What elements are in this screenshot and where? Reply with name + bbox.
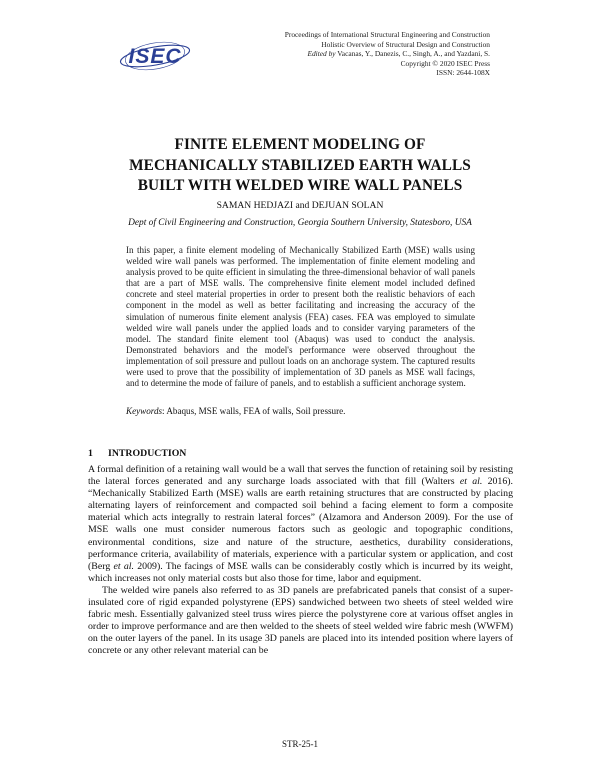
title-line-1: FINITE ELEMENT MODELING OF (174, 136, 426, 153)
isec-logo (118, 38, 192, 74)
conference-header (190, 30, 490, 78)
keywords-list: : Abaqus, MSE walls, FEA of walls, Soil pressure. (162, 406, 346, 416)
paragraph-1-part-c: 2016). “Mechanically Stabilized Earth (MSE) walls are earth retaining structures that are constructed by placing alternating layers of reinforcement and compacted soil behind a facing element to form a composite material which acts integrally to restrain lateral forces” (Alzamora and Anderson 2009). For the use of MSE walls one must consider numerous factors such as geologic and topographic conditions, environmental conditions, size and nature of the structure, aesthetics, durability considerations, performance criteria, availability of materials, experience with a particular system or application, and cost (Berg (88, 476, 513, 572)
section-title: INTRODUCTION (108, 448, 187, 459)
keywords-label: Keywords (126, 406, 163, 416)
section-heading (88, 448, 186, 459)
page-number: STR-25-1 (282, 739, 318, 749)
authors: SAMAN HEDJAZI and DEJUAN SOLAN (216, 200, 384, 211)
keywords (126, 406, 475, 416)
affiliation: Dept of Civil Engineering and Construction, Georgia Southern University, Statesboro, USA (128, 218, 472, 228)
paper-title (80, 135, 520, 197)
abstract: In this paper, a finite element modeling of Mechanically Stabilized Earth (MSE) walls using welded wire wall panels was performed. The implementation of finite element modeling and analysis proved to be quite efficient in simulating the three-dimensional behavior of wall panels that are a part of MSE walls. The comprehensive finite element model included defined concrete and steel material properties in order to present both the realistic behaviors of each component in the model as well as better facilitating and increasing the accuracy of the simulation of numerous finite element analysis (FEA) cases. FEA was employed to simulate welded wire wall panels under the applied loads and to consider varying parameters of the model. The standard finite element tool (Abaqus) was used to conduct the analysis. Demonstrated behaviors and the model's performance were observed throughout the implementation of soil pressure and pullout loads on an anchorage system. The captured results were used to prove that the possibility of implementation of 3D panels as MSE wall facings, and to determine the mode of failure of panels, and to establish a sufficient anchorage system. (126, 245, 475, 389)
editors-list: Vacanas, Y., Danezis, C., Singh, A., and Yazdani, S. (335, 49, 490, 59)
title-line-2: MECHANICALLY STABILIZED EARTH WALLS (129, 156, 471, 174)
paragraph-1-et-al-2: et al. (113, 560, 134, 572)
paragraph-1-part-e: 2009). The facings of MSE walls can be considerably costly which is incurred by its weight, which increases not only material costs but also those for time, labor and equipment. (88, 560, 513, 584)
conference-name: Proceedings of International Structural Engineering and Construction (284, 30, 490, 39)
paragraph-1-part-a: A formal definition of a retaining wall would be a wall that serves the function of retaining soil by resisting the lateral forces generated and any surcharge loads associated with that fill (Walters (88, 464, 513, 488)
title-line-3: BUILT WITH WELDED WIRE WALL PANELS (137, 177, 463, 194)
section-number: 1 (88, 448, 93, 459)
logo-text: ISEC (128, 45, 182, 68)
body-text (88, 464, 513, 658)
conference-subtitle: Holistic Overview of Structural Design and Construction (321, 39, 490, 49)
paragraph-1 (88, 464, 513, 585)
issn: ISSN: 2644-108X (436, 68, 490, 78)
edited-by-label: Edited by (307, 49, 336, 59)
paragraph-1-et-al-1: et al. (459, 476, 483, 488)
copyright: Copyright © 2020 ISEC Press (400, 58, 490, 68)
conference-editors (190, 49, 490, 59)
paragraph-2: The welded wire panels also referred to as 3D panels are prefabricated panels that consist of a super-insulated core of rigid expanded polystyrene (EPS) sandwiched between two sheets of steel welded wire fabric mesh. Essentially galvanized steel truss wires pierce the polystyrene core at various offset angles in order to improve performance and are then welded to the sheets of steel welded wire fabric mesh (WWFM) on the outer layers of the panel. In its usage 3D panels are placed into its intended position where layers of concrete or any other relevant material can be (88, 584, 513, 657)
